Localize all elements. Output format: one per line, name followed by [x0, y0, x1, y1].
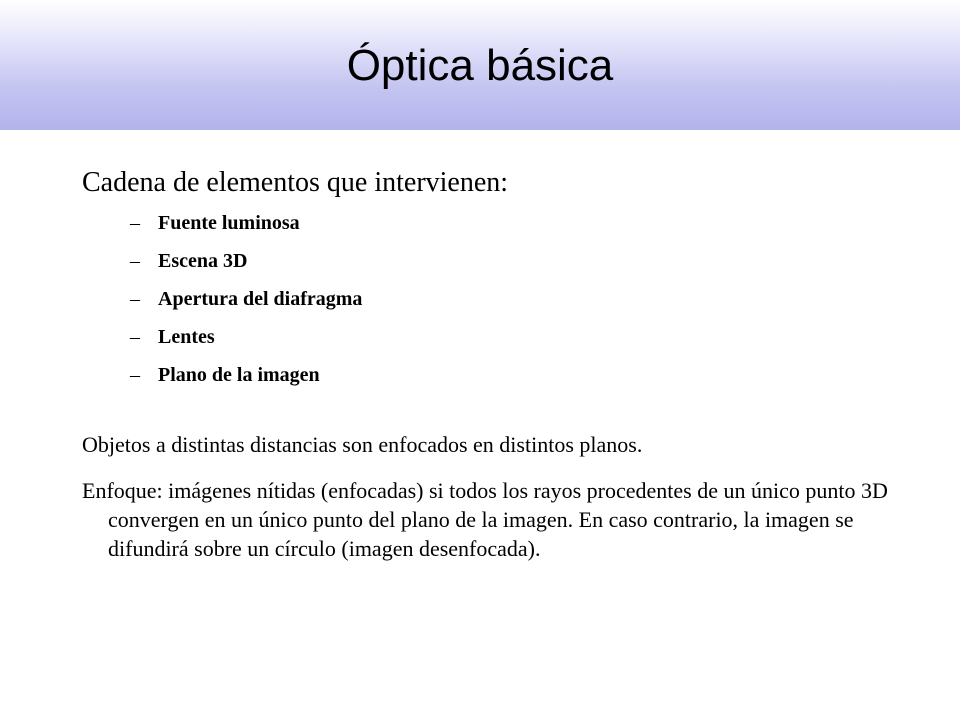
paragraph-focus-planes: Objetos a distintas distancias son enfocados en distintos planos.	[82, 432, 643, 457]
paragraph-focus-definition: Enfoque: imágenes nítidas (enfocadas) si todos los rayos procedentes de un único punto 3D convergen en un único punto del plano de la imagen. En caso contrario, la imagen se difundirá sobre un círculo (imagen desenfocada).	[82, 478, 888, 561]
bullet-item	[130, 318, 362, 356]
slide-title: Óptica básica	[346, 41, 614, 90]
bullet-item	[130, 280, 362, 318]
intro-text: Cadena de elementos que intervienen:	[82, 167, 509, 198]
bullet-item	[130, 356, 362, 394]
bullet-dash: –	[130, 212, 140, 234]
bullet-list	[130, 204, 362, 394]
bullet-label: Apertura del diafragma	[158, 288, 363, 310]
bullet-dash: –	[130, 364, 140, 386]
bullet-item	[130, 204, 362, 242]
bullet-label: Escena 3D	[158, 250, 248, 272]
bullet-label: Lentes	[158, 326, 215, 348]
bullet-label: Fuente luminosa	[158, 212, 300, 234]
bullet-dash: –	[130, 250, 140, 272]
bullet-dash: –	[130, 326, 140, 348]
bullet-item	[130, 242, 362, 280]
bullet-label: Plano de la imagen	[158, 364, 320, 386]
bullet-dash: –	[130, 288, 140, 310]
